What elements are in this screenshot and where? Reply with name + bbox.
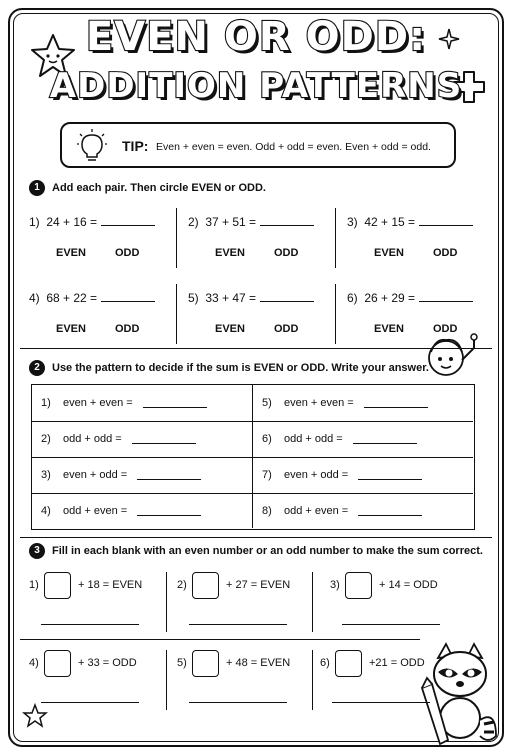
answer-line[interactable]	[132, 443, 196, 444]
answer-line[interactable]	[342, 624, 440, 625]
fill-problem-4: 4) + 33 = ODD	[29, 650, 169, 722]
divider	[176, 284, 177, 344]
tip-box	[60, 122, 456, 168]
choice-odd[interactable]: ODD	[115, 323, 140, 335]
problem-6: 6) 26 + 29 = EVEN ODD	[347, 291, 497, 353]
tip-text: Even + even = even. Odd + odd = even. Even + odd = odd.	[156, 141, 431, 153]
answer-box[interactable]	[44, 572, 71, 599]
answer-box[interactable]	[44, 650, 71, 677]
choice-even[interactable]: EVEN	[374, 247, 404, 259]
answer-line[interactable]	[260, 301, 314, 302]
choice-even[interactable]: EVEN	[374, 323, 404, 335]
row-separator	[20, 639, 420, 640]
section-2-title: Use the pattern to decide if the sum is EVEN or ODD. Write your answer.	[52, 362, 429, 374]
problem-1: 1) 24 + 16 = EVEN ODD	[29, 215, 179, 277]
lightbulb-icon	[76, 129, 108, 163]
answer-box[interactable]	[192, 650, 219, 677]
divider	[335, 208, 336, 268]
section-separator	[20, 348, 492, 349]
choice-odd[interactable]: ODD	[433, 247, 458, 259]
section-3-badge: 3	[29, 543, 45, 559]
answer-line[interactable]	[332, 702, 430, 703]
answer-box[interactable]	[345, 572, 372, 599]
table-row: 1) even + even = 5) even + even =	[32, 385, 473, 421]
pattern-table	[31, 384, 475, 530]
answer-line[interactable]	[137, 479, 201, 480]
answer-line[interactable]	[419, 301, 473, 302]
answer-line[interactable]	[260, 225, 314, 226]
choice-odd[interactable]: ODD	[274, 247, 299, 259]
section-1-title: Add each pair. Then circle EVEN or ODD.	[52, 182, 266, 194]
problem-4: 4) 68 + 22 = EVEN ODD	[29, 291, 179, 353]
answer-line[interactable]	[189, 624, 287, 625]
choice-odd[interactable]: ODD	[433, 323, 458, 335]
answer-line[interactable]	[189, 702, 287, 703]
choice-odd[interactable]: ODD	[115, 247, 140, 259]
answer-box[interactable]	[192, 572, 219, 599]
fill-problem-2: 2) + 27 = EVEN	[177, 572, 317, 644]
answer-line[interactable]	[143, 407, 207, 408]
divider	[312, 650, 313, 710]
choice-odd[interactable]: ODD	[274, 323, 299, 335]
problem-2: 2) 37 + 51 = EVEN ODD	[188, 215, 338, 277]
choice-even[interactable]: EVEN	[56, 247, 86, 259]
problem-3: 3) 42 + 15 = EVEN ODD	[347, 215, 497, 277]
divider	[166, 650, 167, 710]
choice-even[interactable]: EVEN	[215, 323, 245, 335]
divider	[166, 572, 167, 632]
table-row: 2) odd + odd = 6) odd + odd =	[32, 421, 473, 457]
choice-even[interactable]: EVEN	[215, 247, 245, 259]
title-line-2: ADDITION PATTERNS	[49, 66, 463, 106]
answer-line[interactable]	[364, 407, 428, 408]
tip-label: TIP:	[122, 138, 149, 154]
fill-problem-5: 5) + 48 = EVEN	[177, 650, 317, 722]
answer-line[interactable]	[353, 443, 417, 444]
answer-line[interactable]	[358, 515, 422, 516]
fill-problem-6: 6) +21 = ODD	[320, 650, 460, 722]
answer-line[interactable]	[101, 225, 155, 226]
table-row: 3) even + odd = 7) even + odd =	[32, 457, 473, 493]
answer-line[interactable]	[41, 702, 139, 703]
answer-line[interactable]	[419, 225, 473, 226]
answer-line[interactable]	[137, 515, 201, 516]
divider	[176, 208, 177, 268]
divider	[335, 284, 336, 344]
answer-line[interactable]	[41, 624, 139, 625]
answer-box[interactable]	[335, 650, 362, 677]
answer-line[interactable]	[101, 301, 155, 302]
section-2-badge: 2	[29, 360, 45, 376]
section-3-title: Fill in each blank with an even number or an odd number to make the sum correct.	[52, 545, 483, 557]
section-1-badge: 1	[29, 180, 45, 196]
divider	[312, 572, 313, 632]
problem-5: 5) 33 + 47 = EVEN ODD	[188, 291, 338, 353]
fill-problem-3: 3) + 14 = ODD	[330, 572, 470, 644]
title-line-1: EVEN OR ODD:	[85, 14, 427, 60]
answer-line[interactable]	[358, 479, 422, 480]
table-row: 4) odd + even = 8) odd + even =	[32, 493, 473, 529]
choice-even[interactable]: EVEN	[56, 323, 86, 335]
fill-problem-1: 1) + 18 = EVEN	[29, 572, 169, 644]
section-separator	[20, 537, 492, 538]
